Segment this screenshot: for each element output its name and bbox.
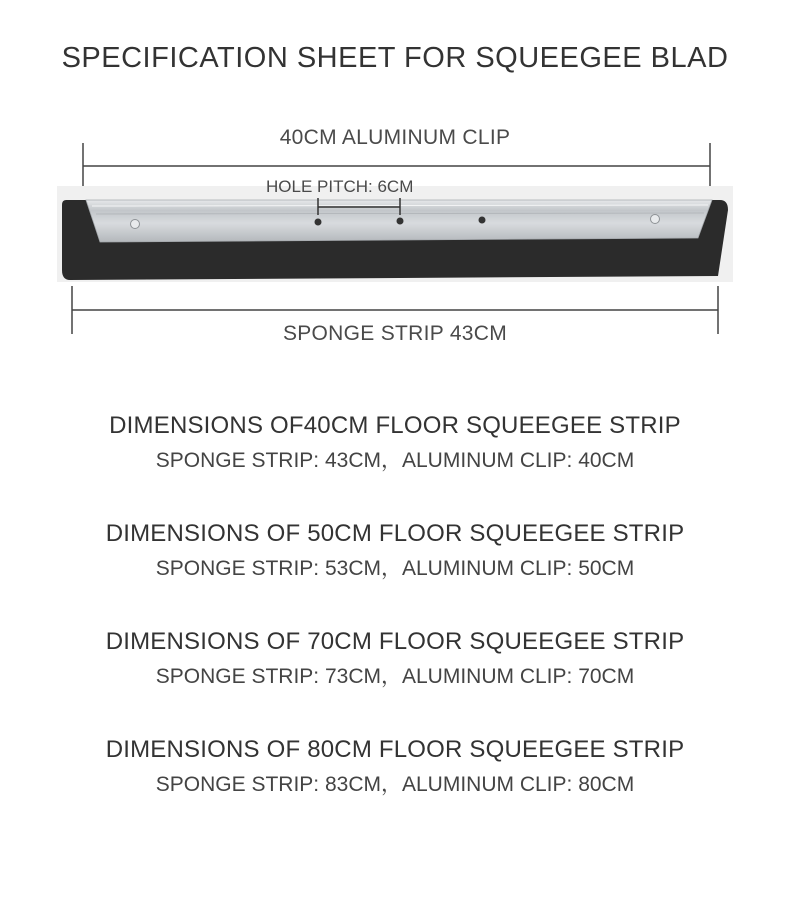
sponge-length-label: SPONGE STRIP 43CM <box>282 322 508 345</box>
spec-heading: DIMENSIONS OF 80CM FLOOR SQUEEGEE STRIP <box>105 736 685 763</box>
hole-pitch-label: HOLE PITCH: 6CM <box>266 177 414 196</box>
clip-length-label: 40CM ALUMINUM CLIP <box>279 126 511 149</box>
spec-detail: SPONGE STRIP: 83CM，ALUMINUM CLIP: 80CM <box>155 773 635 796</box>
spec-detail: SPONGE STRIP: 43CM，ALUMINUM CLIP: 40CM <box>155 449 635 472</box>
spec-detail: SPONGE STRIP: 53CM，ALUMINUM CLIP: 50CM <box>155 557 635 580</box>
spec-block-40cm <box>0 411 790 475</box>
hole-1 <box>315 219 322 226</box>
spec-heading: DIMENSIONS OF40CM FLOOR SQUEEGEE STRIP <box>109 412 681 439</box>
rivet-left <box>131 220 140 229</box>
rivet-right <box>651 215 660 224</box>
hole-2 <box>397 218 404 225</box>
page-title: SPECIFICATION SHEET FOR SQUEEGEE BLAD <box>61 42 729 74</box>
spec-block-70cm <box>0 627 790 691</box>
spec-heading: DIMENSIONS OF 70CM FLOOR SQUEEGEE STRIP <box>105 628 685 655</box>
spec-block-80cm <box>0 735 790 799</box>
spec-detail: SPONGE STRIP: 73CM，ALUMINUM CLIP: 70CM <box>155 665 635 688</box>
spec-block-50cm <box>0 519 790 583</box>
spec-heading: DIMENSIONS OF 50CM FLOOR SQUEEGEE STRIP <box>105 520 685 547</box>
hole-3 <box>479 217 486 224</box>
